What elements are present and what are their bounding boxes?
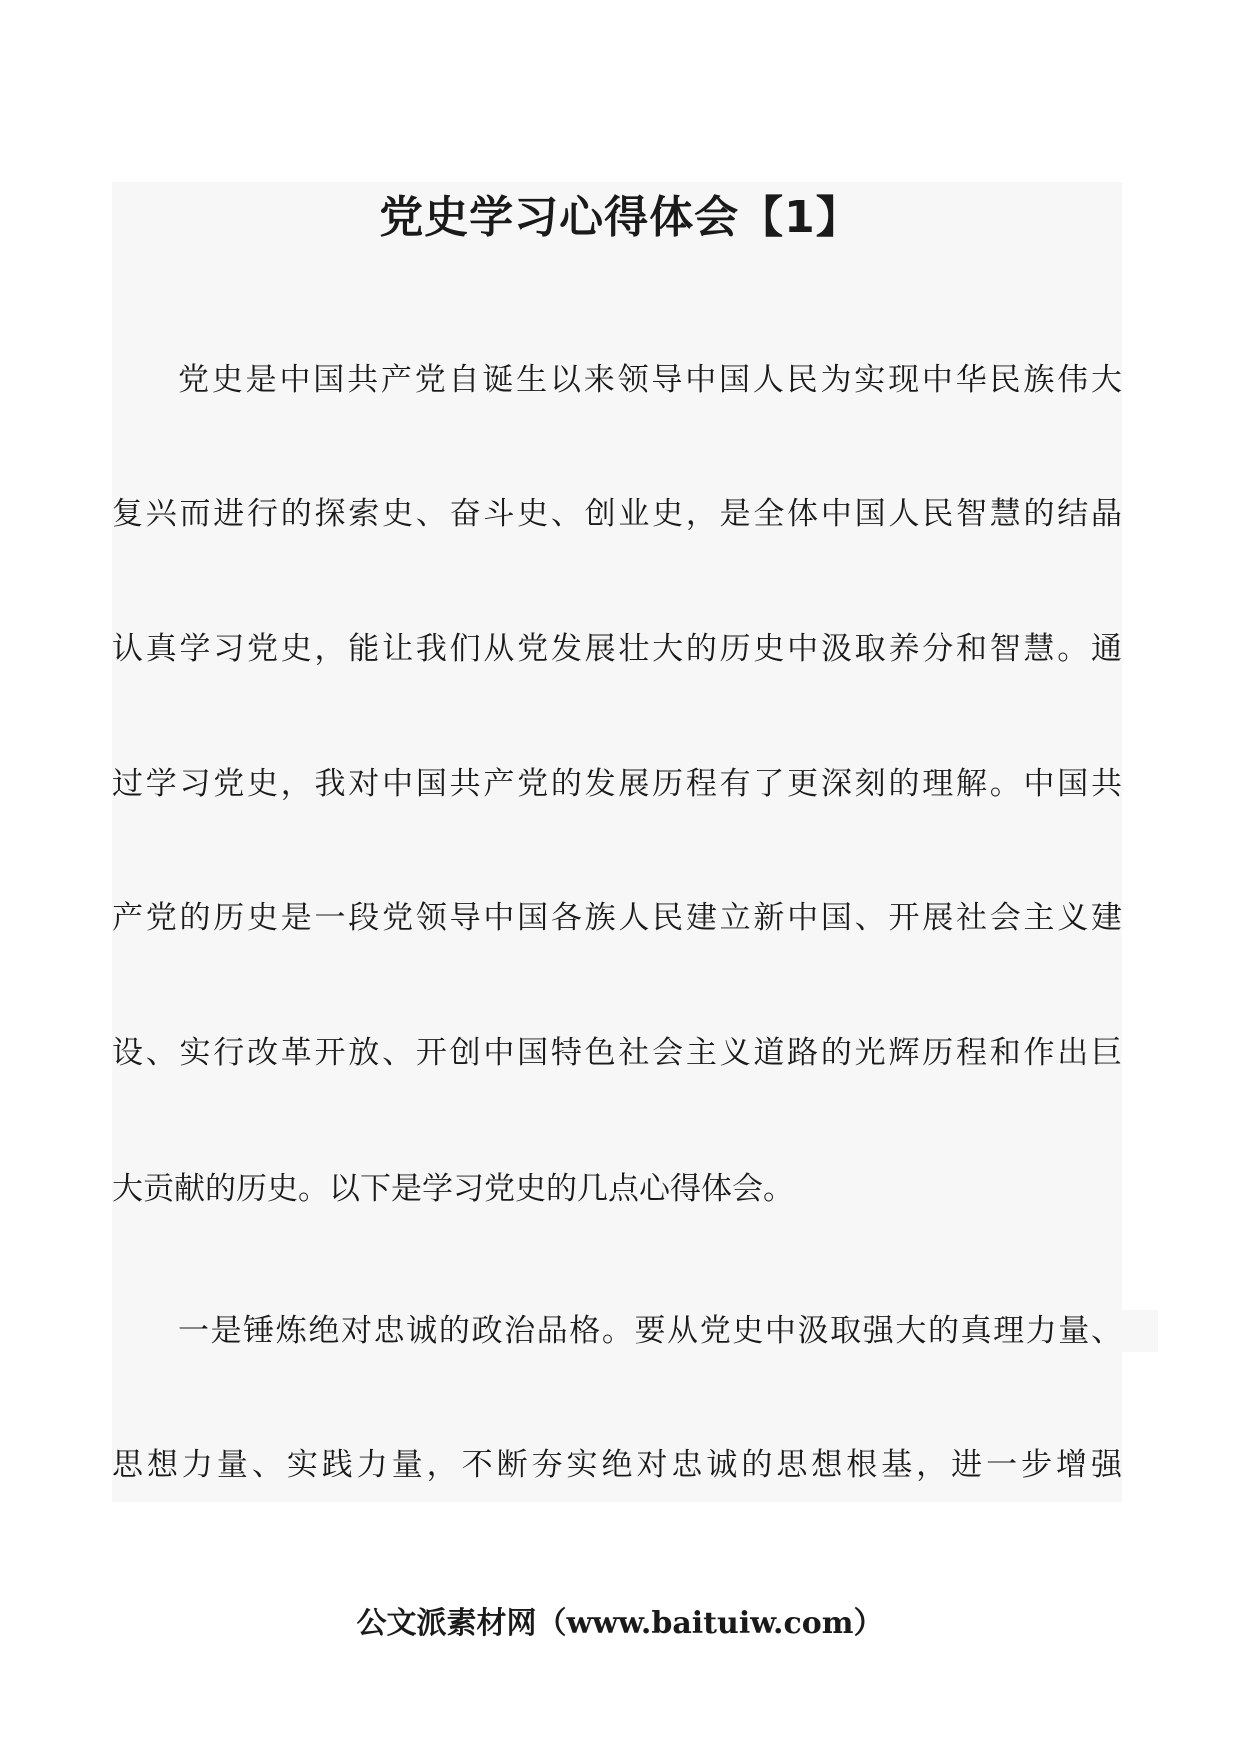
document-title: 党史学习心得体会【1】 — [379, 192, 861, 243]
paragraph-line: 思想力量、实践力量，不断夯实绝对忠诚的思想根基，进一步增强 — [112, 1447, 1122, 1483]
paragraph-line: 大贡献的历史。以下是学习党史的几点心得体会。 — [112, 1171, 794, 1207]
paragraph-line: 复兴而进行的探索史、奋斗史、创业史，是全体中国人民智慧的结晶 — [112, 496, 1122, 532]
paragraph-line: 产党的历史是一段党领导中国各族人民建立新中国、开展社会主义建 — [112, 900, 1122, 936]
paragraph-line: 过学习党史，我对中国共产党的发展历程有了更深刻的理解。中国共 — [112, 766, 1122, 802]
paragraph-line: 党史是中国共产党自诞生以来领导中国人民为实现中华民族伟大 — [178, 362, 1122, 398]
text-background-shading-tab — [1122, 1310, 1158, 1352]
paragraph-line: 一是锤炼绝对忠诚的政治品格。要从党史中汲取强大的真理力量、 — [178, 1313, 1122, 1349]
page-footer: 公文派素材网（www.baituiw.com） — [356, 1606, 884, 1641]
paragraph-line: 设、实行改革开放、开创中国特色社会主义道路的光辉历程和作出巨 — [112, 1035, 1122, 1071]
paragraph-line: 认真学习党史，能让我们从党发展壮大的历史中汲取养分和智慧。通 — [112, 631, 1122, 667]
